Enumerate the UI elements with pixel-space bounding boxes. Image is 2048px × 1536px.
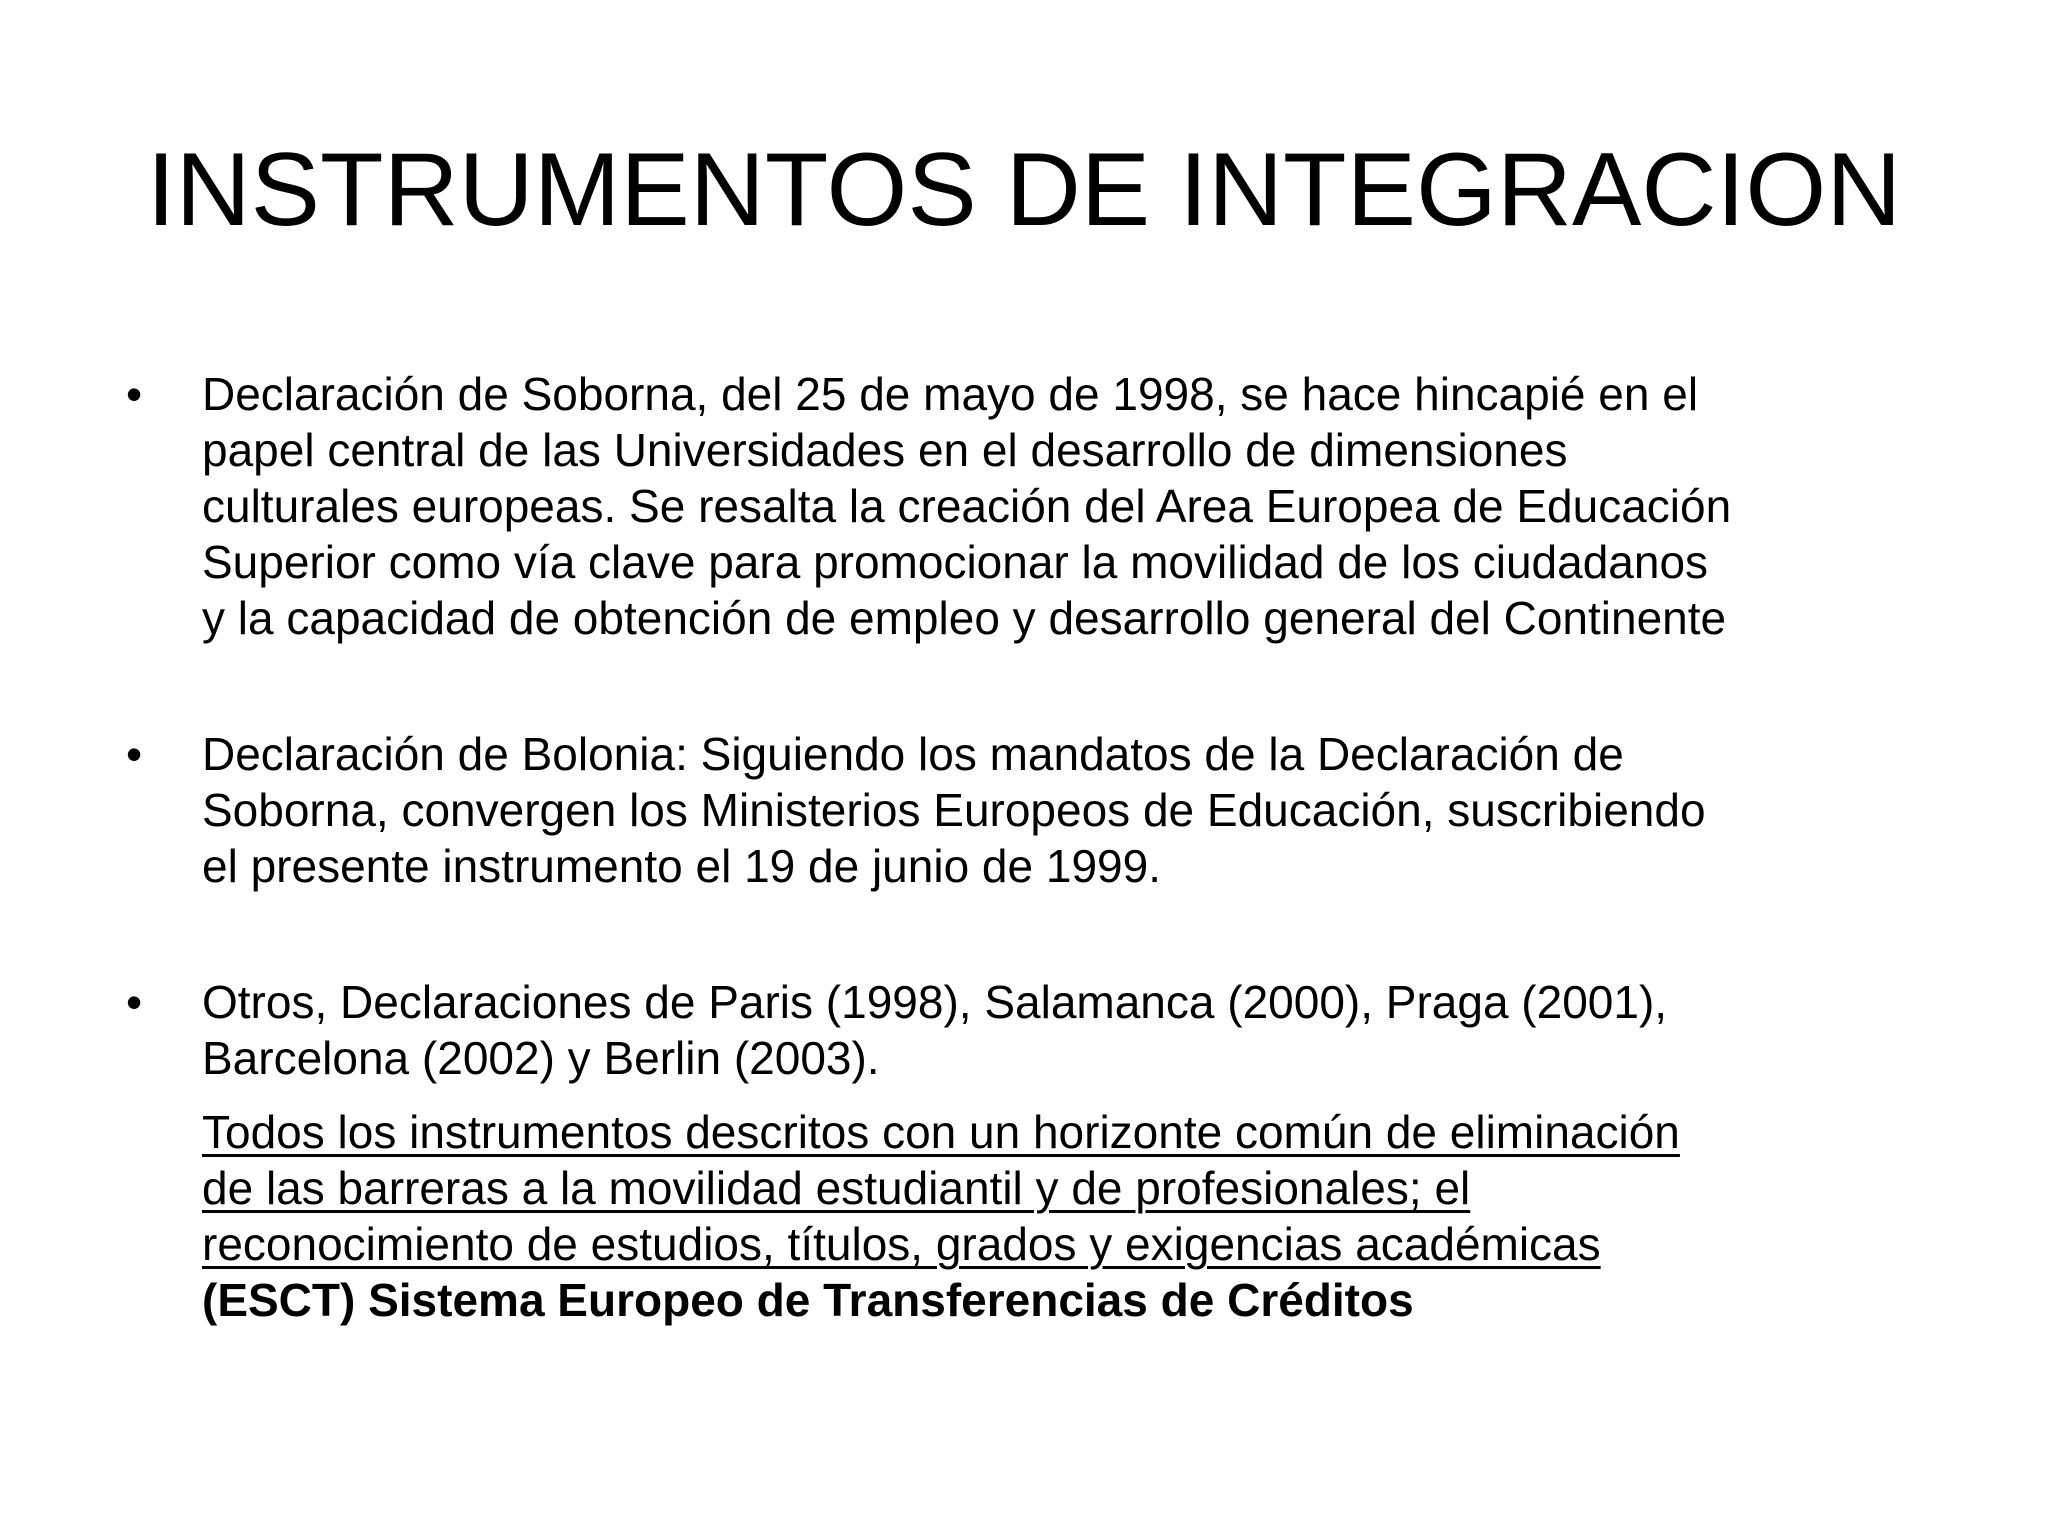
bullet-text: Declaración de Bolonia: Siguiendo los mandatos de la Declaración de Soborna, convergen los Ministerios Europeos de Educación, suscribiendo el presente instrumento el 19 de junio de 1999.: [202, 728, 1706, 892]
bullet-item-bolonia: [120, 726, 1960, 894]
bullet-icon: •: [126, 728, 143, 780]
slide-content: [120, 366, 1960, 1328]
conclusion-underlined-text: Todos los instrumentos descritos con un horizonte común de eliminación de las barreras a la movilidad estudiantil y de profesionales; el reconocimiento de estudios, títulos, grados y exigencias académicas: [202, 1106, 1680, 1270]
bullet-icon: •: [126, 976, 143, 1028]
bullet-item-soborna: [120, 366, 1960, 646]
bullet-icon: •: [126, 368, 143, 420]
bullet-item-otros: [120, 974, 1960, 1086]
conclusion-bold-text: (ESCT) Sistema Europeo de Transferencias de Créditos: [202, 1274, 1414, 1326]
slide-title: INSTRUMENTOS DE INTEGRACION: [146, 132, 1902, 248]
conclusion-paragraph: [120, 1104, 1960, 1328]
bullet-text: Declaración de Soborna, del 25 de mayo de 1998, se hace hincapié en el papel central de las Universidades en el desarrollo de dimensiones culturales europeas. Se resalta la creación del Area Europea de Educación Superior como vía clave para promocionar la movilidad de los ciudadanos y la capacidad de obtención de empleo y desarrollo general del Continente: [202, 368, 1732, 644]
bullet-text: Otros, Declaraciones de Paris (1998), Salamanca (2000), Praga (2001), Barcelona (2002) y Berlin (2003).: [202, 976, 1668, 1084]
